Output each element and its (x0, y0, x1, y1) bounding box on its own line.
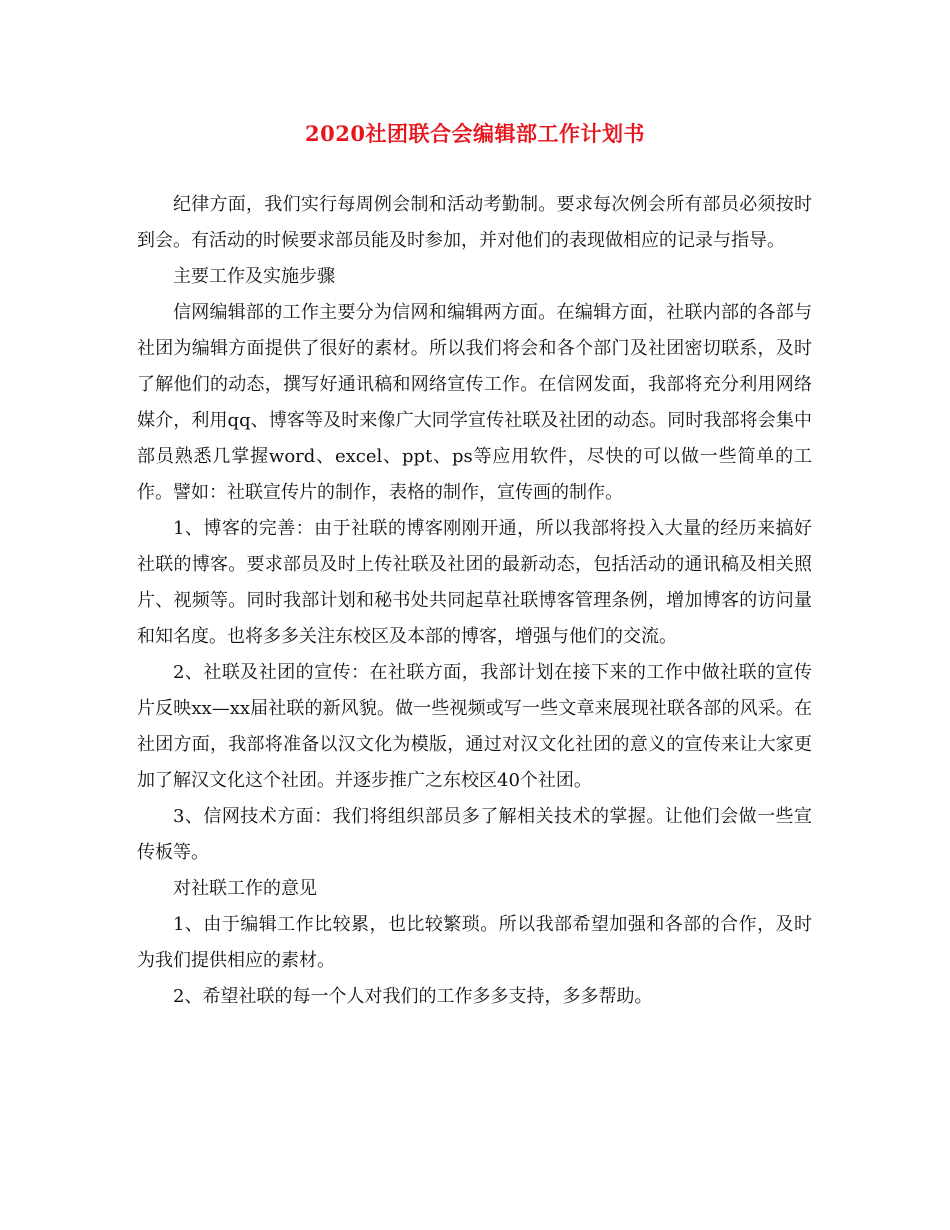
section-heading-opinions: 对社联工作的意见 (173, 878, 317, 899)
paragraph-editing-overview: 信网编辑部的工作主要分为信网和编辑两方面。在编辑方面，社联内部的各部与社团为编辑方面提供了很好的素材。所以我们将会和各个部门及社团密切联系，及时了解他们的动态，撰写好通讯稿和网络宣传工作。在信网发面，我部将充分利用网络媒介，利用qq、博客等及时来像广大同学宣传社联及社团的动态。同时我部将会集中部员熟悉几掌握word、excel、ppt、ps等应用软件，尽快的可以做一些简单的工作。譬如：社联宣传片的制作，表格的制作，宣传画的制作。 (137, 302, 812, 503)
section-heading-main-work: 主要工作及实施步骤 (173, 266, 335, 287)
paragraph-tech: 3、信网技术方面：我们将组织部员多了解相关技术的掌握。让他们会做一些宣传板等。 (137, 806, 812, 863)
paragraph-opinion-2: 2、希望社联的每一个人对我们的工作多多支持，多多帮助。 (173, 986, 653, 1007)
paragraph-publicity: 2、社联及社团的宣传：在社联方面，我部计划在接下来的工作中做社联的宣传片反映xx—xx届社联的新风貌。做一些视频或写一些文章来展现社联各部的风采。在社团方面，我部将准备以汉文化为模版，通过对汉文化社团的意义的宣传来让大家更加了解汉文化这个社团。并逐步推广之东校区40个社团。 (137, 662, 812, 791)
paragraph-opinion-1: 1、由于编辑工作比较累，也比较繁琐。所以我部希望加强和各部的合作，及时为我们提供相应的素材。 (137, 914, 812, 971)
document-title: 2020社团联合会编辑部工作计划书 (305, 121, 645, 146)
document-body (137, 187, 812, 1015)
paragraph-blog: 1、博客的完善：由于社联的博客刚刚开通，所以我部将投入大量的经历来搞好社联的博客。要求部员及时上传社联及社团的最新动态，包括活动的通讯稿及相关照片、视频等。同时我部计划和秘书处共同起草社联博客管理条例，增加博客的访问量和知名度。也将多多关注东校区及本部的博客，增强与他们的交流。 (137, 518, 812, 647)
paragraph-discipline: 纪律方面，我们实行每周例会制和活动考勤制。要求每次例会所有部员必须按时到会。有活动的时候要求部员能及时参加，并对他们的表现做相应的记录与指导。 (137, 194, 812, 251)
